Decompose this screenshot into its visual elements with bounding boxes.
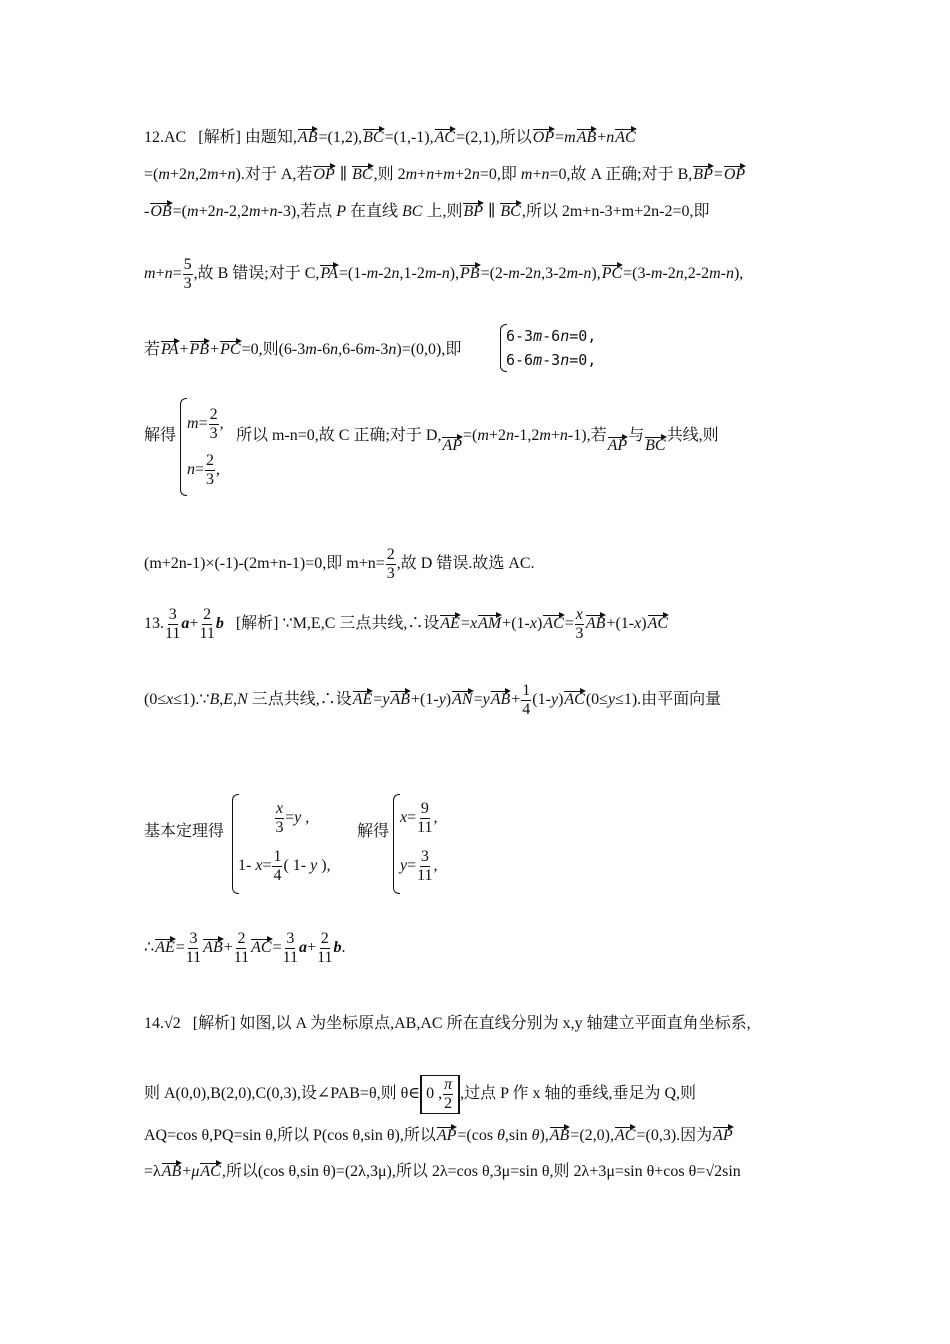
p12-line6-rest: 所以 m-n=0,故 C 正确;对于 D,AP=(m+2n-1,2m+n-1),若AP与BC共线,则 (236, 427, 719, 454)
p13-line4: ∴AE= $\frac{3}{11}$ AB+ $\frac{2}{11}$ AC= $\frac{3}{11}$ a+ $\frac{2}{11}$ b. (144, 930, 346, 966)
p14-line4: =λAB+μAC,所以(cos θ,sin θ)=(2λ,3μ),所以 2λ=cos θ,3μ=sin θ,则 2λ+3μ=sin θ+cos θ=√2sin (144, 1163, 741, 1180)
p12-text: 若 (144, 341, 161, 358)
analysis-tag: [解析] (235, 615, 279, 633)
p13-solve-label (357, 822, 389, 842)
solution-x: x= $\frac{9}{11}$ , (400, 800, 438, 836)
p12-text: 解得 (144, 427, 177, 444)
p13-text: ∵M,E,C 三点共线,∴设 (282, 615, 440, 633)
p12-line1: 12.AC [解析] 由题知,AB=(1,2),BC=(1,-1),AC=(2,1),所以OP=mAB+nAC (144, 129, 636, 146)
solution-n: n= $\frac{2}{3}$ , (187, 452, 221, 488)
analysis-tag: [解析] (198, 129, 241, 146)
p12-text: 所以 m-n=0,故 C 正确;对于 D, (236, 427, 442, 444)
p14-text: =λ (144, 1163, 161, 1180)
p13-text: 解得 (357, 823, 390, 840)
p13-text: 基本定理得 (144, 823, 225, 840)
p12-text: 与 (628, 427, 645, 444)
p12-line2: =(m+2n,2m+n).对于 A,若OP ∥ BC,则 2m+n+m+2n=0,即 m+n=0,故 A 正确;对于 B,BP=OP (144, 166, 746, 183)
p12-text: 所以 2m+n-3+m+2n-2=0,即 (525, 203, 710, 220)
p14-text: 则 A(0,0),B(2,0),C(0,3),设∠PAB=θ,则 θ∈ (144, 1085, 421, 1103)
p12-text: (m+2n-1)×(-1)-(2m+n-1)=0,即 m+n= (144, 555, 385, 573)
p12-line7: (m+2n-1)×(-1)-(2m+n-1)=0,即 m+n= $\frac{2}{3}$ ,故 D 错误.故选 AC. (144, 546, 535, 582)
p12-text: ,故 D 错误.故选 AC. (396, 555, 535, 573)
p14-line1: 14.√2 [解析] 如图,以 A 为坐标原点,AB,AC 所在直线分别为 x,y 轴建立平面直角坐标系, (144, 1015, 751, 1032)
p14-line3: AQ=cos θ,PQ=sin θ,所以 P(cos θ,sin θ),所以AP=(cos θ,sin θ),AB=(2,0),AC=(0,3).因为AP (144, 1127, 733, 1144)
p12-line5: 若PA+PB+PC=0,则(6-3m-6n,6-6m-3n)=(0,0),即 (144, 341, 462, 358)
p14-text: ,过点 P 作 x 轴的垂线,垂足为 Q,则 (460, 1085, 697, 1103)
solution-y: y= $\frac{3}{11}$ , (400, 848, 438, 884)
solution-m: m= $\frac{2}{3}$ , (187, 406, 224, 442)
system-eq2: 6-6m-3n=0, (506, 351, 597, 369)
item-number: 13 (144, 615, 160, 633)
p12-text: 由题知, (244, 129, 297, 146)
system-eq1: $\frac{x}{3}$ =y , (275, 800, 310, 836)
analysis-tag: [解析] (192, 1015, 236, 1032)
system-eq1: 6-3m-6n=0, (506, 327, 597, 345)
p14-line2: 则 A(0,0),B(2,0),C(0,3),设∠PAB=θ,则 θ∈ 0 , $\frac{\pi}{2}$ ,过点 P 作 x 轴的垂线,垂足为 Q,则 (144, 1076, 697, 1112)
p12-line3: -OB=(m+2n-2,2m+n-3),若点 P 在直线 BC 上,则BP ∥ BC,所以 2m+n-3+m+2n-2=0,即 (144, 203, 710, 220)
p13-line3 (144, 822, 224, 842)
p14-text: 所以(cos θ,sin θ)=(2λ,3μ),所以 2λ=cos θ,3μ=sin θ,则 2λ+3μ=sin θ+cos θ= (225, 1163, 706, 1180)
system-eq2: 1- x= $\frac{1}{4}$ ( 1- y ), (238, 848, 331, 884)
p12-text: 故 B 错误;对于 C, (197, 265, 320, 283)
p14-text: AQ=cos θ,PQ=sin θ,所以 P(cos θ,sin θ),所以 (144, 1127, 436, 1144)
p13-line1: 13. $\frac{3}{11}$ a+ $\frac{2}{11}$ b [解析] ∵M,E,C 三点共线,∴设AE=xAM+(1-x)AC= $\frac{x}{3}$ AB+(1-x)AC (144, 606, 669, 642)
p12-line4: m+n= $\frac{5}{3}$ ,故 B 错误;对于 C,PA=(1-m-2n,1-2m-n),PB=(2-m-2n,3-2m-n),PC=(3-m-2n,2-2m-n), (144, 256, 744, 292)
item-answer: AC (164, 129, 187, 146)
p13-line2: (0≤x≤1).∵B,E,N 三点共线,∴设AE=yAB+(1-y)AN=yAB+ $\frac{1}{4}$ (1-y)AC(0≤y≤1).由平面向量 (144, 682, 722, 718)
item-number: 14 (144, 1015, 160, 1032)
p14-text: 如图,以 A 为坐标原点,AB,AC 所在直线分别为 x,y 轴建立平面直角坐标系, (239, 1015, 751, 1032)
p12-text: 对于 A,若 (244, 166, 313, 183)
p13-text: 由平面向量 (641, 691, 722, 709)
item-answer: √2 (164, 1015, 181, 1032)
solution-brace (393, 794, 400, 894)
p12-line6 (144, 426, 176, 446)
p12-text: 共线,则 (666, 427, 719, 444)
solution-brace (180, 398, 187, 496)
item-number: 12 (144, 129, 160, 146)
answer-value: √2 (705, 1163, 723, 1180)
